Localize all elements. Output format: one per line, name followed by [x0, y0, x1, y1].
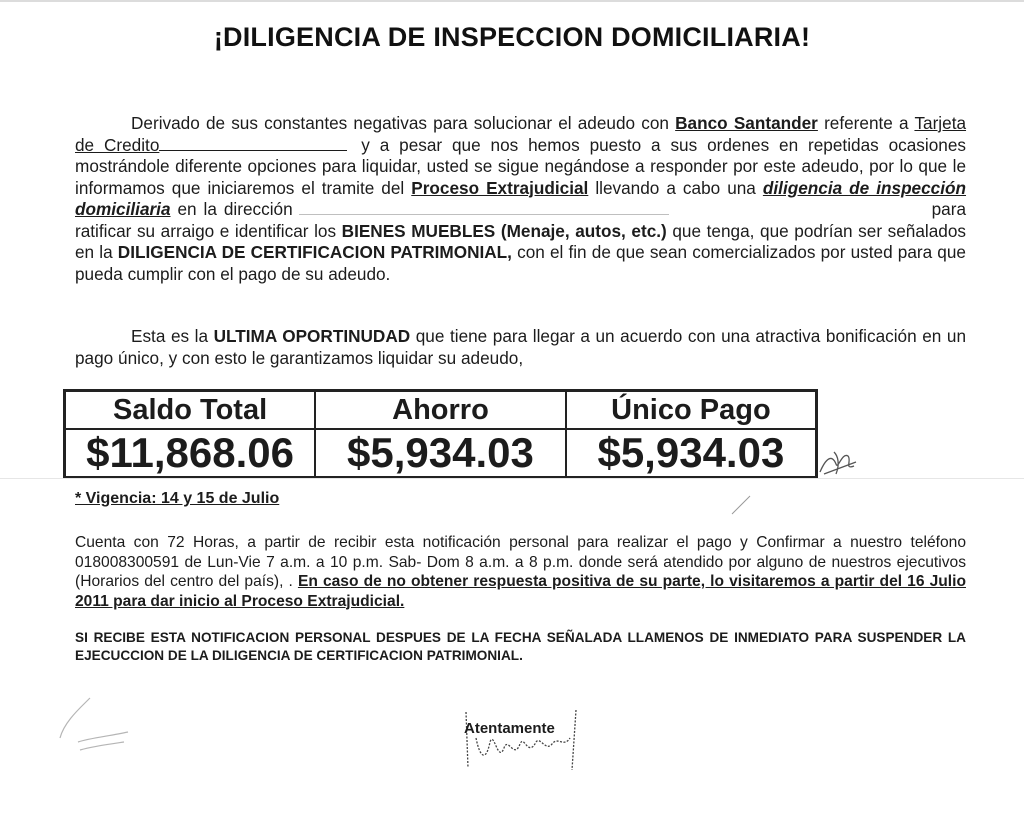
- validity-dates: * Vigencia: 14 y 15 de Julio: [75, 490, 280, 507]
- product-blank-line: [159, 149, 347, 151]
- p2-text-2: que tiene para llegar a un acuerdo con una atractiva bonificación en un pago único, y con esto le garantizamos liquidar su adeudo,: [75, 326, 967, 368]
- paragraph-payment-instructions: [75, 533, 966, 611]
- pen-stroke: [50, 690, 140, 760]
- paragraph-last-opportunity: [75, 326, 966, 369]
- p1-text-6: para ratificar su arraigo e identificar los: [75, 199, 967, 241]
- p3-text: Cuenta con 72 Horas, a partir de recibir esta notificación personal para realizar el pago y Confirmar a nuestro teléfono 018008300591 de Lun-Vie 7 a.m. a 10 p.m. Sab- Dom 8 a.m. a 8 p.m. donde será atendido por alguno de nuestros ejecutivos (Horarios del centro del país), .: [75, 534, 966, 590]
- value-unico-pago: $5,934.03: [566, 429, 817, 478]
- tick-mark: [728, 492, 754, 518]
- p1-text-2: referente a: [824, 113, 909, 133]
- certification-text: DILIGENCIA DE CERTIFICACION PATRIMONIAL,: [117, 242, 512, 262]
- amounts-header-row: [65, 391, 817, 430]
- diligence-name: diligencia de inspección domiciliaria: [75, 177, 967, 219]
- closing-text: Atentamente: [464, 720, 555, 737]
- p1-text-8: con el fin de que sean comercializados por usted para que pueda cumplir con el pago de su adeudo.: [75, 242, 966, 284]
- amounts-value-row: [65, 429, 817, 478]
- amounts-table: [63, 389, 818, 479]
- p1-text-1: Derivado de sus constantes negativas para solucionar el adeudo con: [131, 113, 669, 133]
- signature-mark: [440, 708, 600, 778]
- goods-text: BIENES MUEBLES (Menaje, autos, etc.): [341, 220, 667, 241]
- value-ahorro: $5,934.03: [315, 429, 566, 478]
- scan-divider: [0, 478, 1024, 479]
- address-blank-line: [299, 213, 669, 215]
- header-saldo-total: Saldo Total: [65, 391, 316, 430]
- process-name: Proceso Extrajudicial: [411, 177, 589, 198]
- signature-block: [440, 708, 600, 778]
- visit-warning: En caso de no obtener respuesta positiva de su parte, lo visitaremos a partir del 16 Julio 2011 para dar inicio al Proceso Extrajudicial.: [75, 573, 966, 610]
- product-name: Tarjeta de Credito: [75, 113, 967, 155]
- last-opportunity-text: ULTIMA OPORTINUDAD: [213, 326, 411, 346]
- value-saldo-total: $11,868.06: [65, 429, 316, 478]
- header-ahorro: Ahorro: [315, 391, 566, 430]
- p1-text-7: que tenga, que podrían ser señalados en la: [75, 220, 967, 262]
- p1-text-3: y a pesar que nos hemos puesto a sus ordenes en repetidas ocasiones mostrándole diferente opciones para liquidar, usted se sigue negándose a responder por este adeudo, por lo que le informamos que iniciaremos el tramite del: [75, 134, 966, 198]
- p2-text-1: Esta es la: [131, 326, 209, 346]
- paragraph-notice-intro: [75, 113, 966, 285]
- p1-text-5: en la dirección: [177, 199, 293, 219]
- bank-name: Banco Santander: [675, 113, 818, 133]
- p1-text-4: llevando a cabo una: [595, 177, 756, 198]
- header-unico-pago: Único Pago: [566, 391, 817, 430]
- initials-mark: [814, 444, 862, 480]
- document-title: ¡DILIGENCIA DE INSPECCION DOMICILIARIA!: [213, 22, 811, 52]
- suspension-notice: SI RECIBE ESTA NOTIFICACION PERSONAL DESPUES DE LA FECHA SEÑALADA LLAMENOS DE INMEDIATO PARA SUSPENDER LA EJECUCCION DE LA DILIGENCIA DE CERTIFICACION PATRIMONIAL.: [75, 630, 966, 663]
